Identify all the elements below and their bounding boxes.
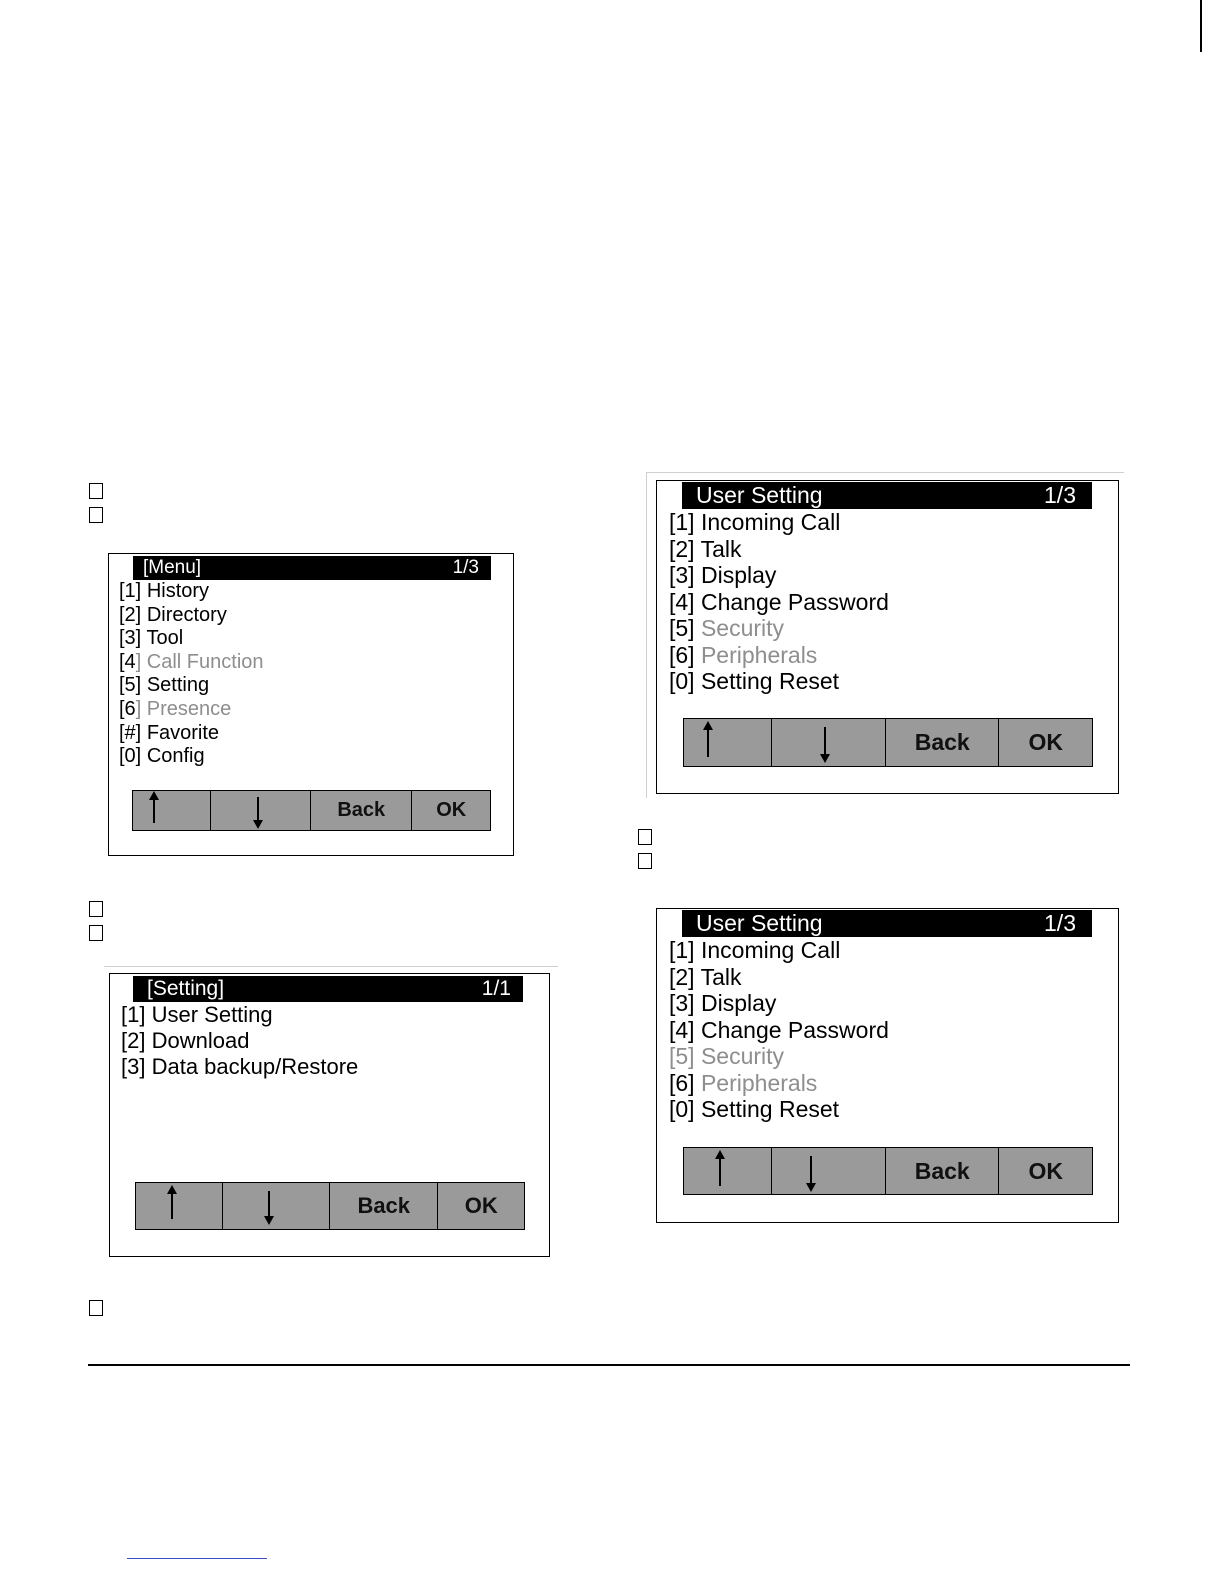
ok-softkey[interactable]: OK — [1028, 729, 1063, 755]
ok-softkey[interactable]: OK — [1028, 1157, 1063, 1184]
step-checkbox — [89, 1300, 103, 1316]
menu-item-presence: [6] Presence — [119, 697, 232, 720]
user-setting-softkey-bar — [683, 1147, 1093, 1195]
menu-item-directory[interactable]: [2] Directory — [119, 603, 227, 626]
footer-divider — [88, 1364, 1130, 1366]
user-setting-item-setting-reset[interactable]: [0] Setting Reset — [669, 1096, 840, 1122]
user-setting-title: User Setting — [696, 482, 823, 508]
screen-frame-edge — [646, 472, 1124, 473]
user-setting-title: User Setting — [696, 910, 823, 936]
arrow-down-icon — [257, 797, 259, 823]
back-softkey[interactable]: Back — [886, 1148, 999, 1194]
setting-title: [Setting] — [147, 977, 225, 1000]
scroll-up-softkey[interactable] — [136, 1183, 223, 1229]
user-setting-item-talk[interactable]: [2] Talk — [669, 535, 742, 562]
setting-screen — [109, 973, 550, 1257]
scroll-up-softkey[interactable] — [133, 791, 211, 830]
scroll-down-softkey[interactable] — [772, 719, 886, 766]
arrow-up-icon — [719, 1156, 721, 1186]
menu-item-setting[interactable]: [5] Setting — [119, 674, 210, 697]
setting-item-download[interactable]: [2] Download — [121, 1028, 250, 1053]
setting-item-user-setting[interactable]: [1] User Setting — [121, 1002, 273, 1027]
footer-link-underline[interactable] — [127, 1558, 267, 1559]
back-softkey[interactable]: Back — [330, 1183, 438, 1229]
user-setting-title-bar — [682, 910, 1092, 937]
step-checkbox — [638, 829, 652, 845]
user-setting-list — [669, 937, 889, 1123]
user-setting-item-change-password[interactable]: [4] Change Password — [669, 588, 889, 615]
arrow-down-icon — [824, 727, 826, 757]
screen-frame-edge — [646, 472, 647, 798]
user-setting-item-setting-reset[interactable]: [0] Setting Reset — [669, 668, 840, 694]
user-setting-item-display[interactable]: [3] Display — [669, 990, 777, 1016]
arrow-up-icon — [707, 727, 709, 757]
user-setting-item-peripherals: [6] Peripherals — [669, 641, 818, 668]
user-setting-item-security: [5] Security — [669, 1043, 785, 1069]
user-setting-item-change-password[interactable]: [4] Change Password — [669, 1016, 889, 1043]
scroll-up-softkey[interactable] — [684, 1148, 772, 1194]
menu-softkey-bar — [132, 790, 491, 831]
setting-title-bar — [133, 976, 523, 1002]
user-setting-list — [669, 509, 889, 695]
step-checkbox — [89, 507, 103, 523]
step-checkbox — [89, 925, 103, 941]
menu-page-indicator: 1/3 — [452, 557, 479, 578]
user-setting-item-incoming-call[interactable]: [1] Incoming Call — [669, 509, 841, 535]
setting-softkey-bar — [135, 1182, 525, 1230]
ok-softkey[interactable]: OK — [464, 1193, 498, 1218]
user-setting-page-indicator: 1/3 — [1044, 910, 1076, 936]
user-setting-title-bar — [682, 482, 1092, 509]
menu-screen — [108, 553, 514, 856]
ok-softkey[interactable]: OK — [436, 799, 467, 821]
user-setting-page-indicator: 1/3 — [1044, 482, 1076, 508]
user-setting-softkey-bar — [683, 718, 1093, 767]
margin-bar — [1200, 0, 1202, 52]
back-softkey[interactable]: Back — [886, 719, 999, 766]
scroll-up-softkey[interactable] — [684, 719, 772, 766]
scroll-down-softkey[interactable] — [772, 1148, 886, 1194]
scroll-down-softkey[interactable] — [211, 791, 311, 830]
step-checkbox — [89, 901, 103, 917]
back-softkey[interactable]: Back — [311, 791, 412, 830]
scroll-down-softkey[interactable] — [223, 1183, 330, 1229]
step-checkbox — [638, 853, 652, 869]
user-setting-item-peripherals: [6] Peripherals — [669, 1069, 818, 1096]
setting-item-data-backup-restore[interactable]: [3] Data backup/Restore — [121, 1054, 359, 1079]
setting-list — [121, 1002, 358, 1080]
arrow-down-icon — [268, 1191, 270, 1219]
arrow-down-icon — [810, 1156, 812, 1186]
user-setting-item-security: [5] Security — [669, 615, 785, 641]
step-checkbox — [89, 483, 103, 499]
menu-item-call-function: [4] Call Function — [119, 650, 264, 673]
user-setting-screen-2 — [656, 908, 1119, 1223]
menu-title-bar — [133, 556, 491, 580]
menu-item-favorite[interactable]: [#] Favorite — [119, 721, 220, 744]
menu-item-tool[interactable]: [3] Tool — [119, 627, 184, 650]
menu-item-history[interactable]: [1] History — [119, 580, 210, 602]
menu-item-config[interactable]: [0] Config — [119, 745, 205, 768]
screen-frame-edge — [104, 966, 558, 967]
arrow-up-icon — [171, 1191, 173, 1219]
arrow-up-icon — [153, 797, 155, 823]
menu-list — [119, 580, 264, 769]
user-setting-item-talk[interactable]: [2] Talk — [669, 963, 742, 990]
user-setting-item-incoming-call[interactable]: [1] Incoming Call — [669, 937, 841, 963]
setting-page-indicator: 1/1 — [481, 977, 511, 1000]
menu-title: [Menu] — [143, 557, 202, 578]
user-setting-item-display[interactable]: [3] Display — [669, 562, 777, 588]
user-setting-screen-1 — [656, 480, 1119, 794]
